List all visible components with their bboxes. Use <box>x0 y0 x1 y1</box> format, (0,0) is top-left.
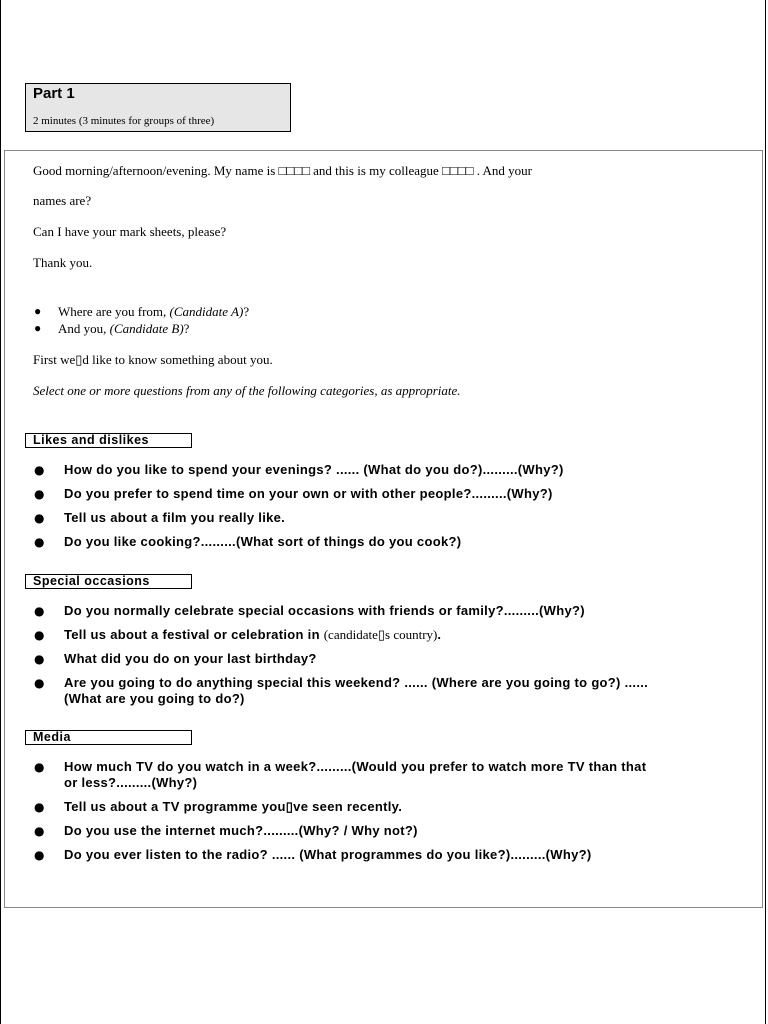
interlocutor-frame <box>4 150 763 908</box>
candidate-a-text: Where are you from, <box>58 304 170 319</box>
instruction-line: Select one or more questions from any of the following categories, as appropriate. <box>33 383 461 398</box>
question-item: Are you going to do anything special this weekend? ...... (Where are you going to go?) ...... <box>64 675 649 690</box>
part-title: Part 1 <box>33 85 75 102</box>
question-item: Do you like cooking?.........(What sort of things do you cook?) <box>64 534 462 549</box>
candidate-b-question <box>58 321 189 337</box>
bullet-icon: ● <box>34 848 45 862</box>
question-item: Do you normally celebrate special occasions with friends or family?.........(Why?) <box>64 603 585 618</box>
bullet-icon: ● <box>34 824 45 838</box>
candidate-a-italic: (Candidate A) <box>169 304 244 319</box>
question-item <box>64 627 744 643</box>
candidate-a-question <box>58 304 249 320</box>
candidate-b-italic: (Candidate B) <box>109 321 184 336</box>
bullet-icon: ● <box>34 800 45 814</box>
candidate-b-end: ? <box>183 321 190 336</box>
question-item: How do you like to spend your evenings? ...... (What do you do?).........(Why?) <box>64 462 564 477</box>
question-item: Do you ever listen to the radio? ...... (What programmes do you like?).........(Why?) <box>64 847 592 862</box>
candidate-b-text: And you, <box>58 321 110 336</box>
page-edge-left <box>0 0 1 1024</box>
question-item: Do you use the internet much?.........(Why? / Why not?) <box>64 823 418 838</box>
intro-line-4: Thank you. <box>33 255 93 270</box>
section-label-likes: Likes and dislikes <box>25 433 192 448</box>
intro-line-1: Good morning/afternoon/evening. My name is □□□□ and this is my colleague □□□□ . And your <box>33 163 532 178</box>
candidate-a-end: ? <box>243 304 250 319</box>
intro-line-2: names are? <box>33 193 92 208</box>
question-item: How much TV do you watch in a week?.........(Would you prefer to watch more TV than that <box>64 759 647 774</box>
question-item: What did you do on your last birthday? <box>64 651 317 666</box>
bullet-icon: ● <box>34 652 45 666</box>
bullet-icon: ● <box>34 463 45 477</box>
page-edge-right <box>765 0 766 1024</box>
section-label-media: Media <box>25 730 192 745</box>
question-item: Tell us about a film you really like. <box>64 510 286 525</box>
bullet-icon: ● <box>34 676 45 690</box>
question-continuation: (What are you going to do?) <box>64 691 245 706</box>
bullet-icon: ● <box>34 628 45 642</box>
candidate-country-text: (candidate▯s country) <box>323 627 438 642</box>
bullet-icon: ● <box>34 604 45 618</box>
bullet-icon: ● <box>34 760 45 774</box>
part-header-box <box>25 83 291 132</box>
bullet-icon: ● <box>34 304 42 318</box>
intro-line-3: Can I have your mark sheets, please? <box>33 224 227 239</box>
part-duration: 2 minutes (3 minutes for groups of three) <box>33 115 215 127</box>
question-continuation: or less?.........(Why?) <box>64 775 198 790</box>
bullet-icon: ● <box>34 321 42 335</box>
bullet-icon: ● <box>34 535 45 549</box>
question-item: Tell us about a TV programme you▯ve seen recently. <box>64 799 403 814</box>
know-about-you-line: First we▯d like to know something about you. <box>33 352 273 367</box>
section-label-special-occasions: Special occasions <box>25 574 192 589</box>
question-end: . <box>437 627 442 642</box>
bullet-icon: ● <box>34 487 45 501</box>
frame-tick <box>4 858 5 884</box>
question-item: Do you prefer to spend time on your own or with other people?.........(Why?) <box>64 486 553 501</box>
bullet-icon: ● <box>34 511 45 525</box>
question-text: Tell us about a festival or celebration in <box>64 627 324 642</box>
